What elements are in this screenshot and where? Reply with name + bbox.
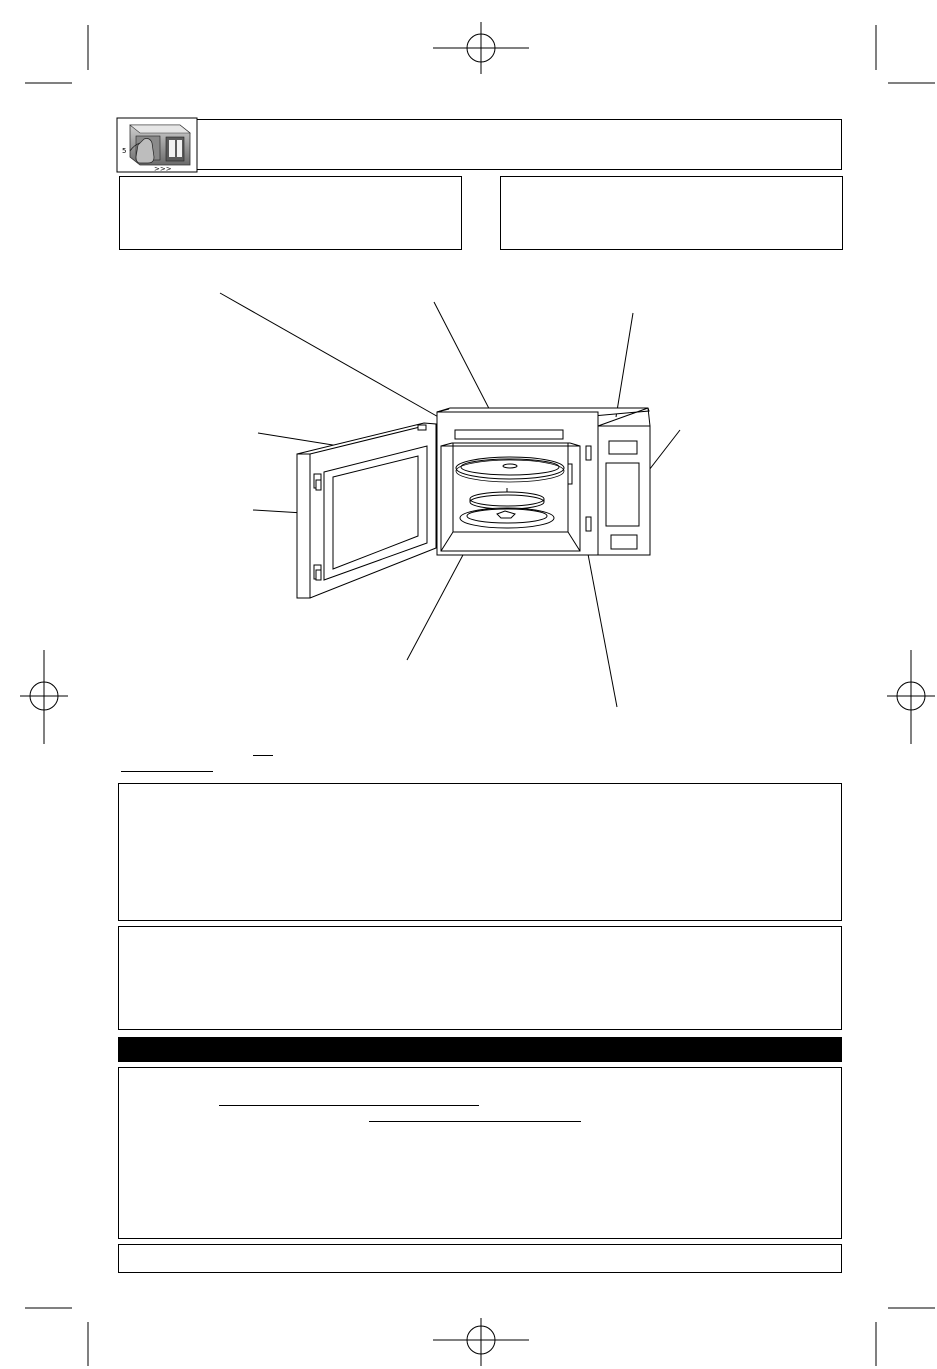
top-box-left (119, 176, 462, 250)
svg-text:>>>: >>> (154, 165, 172, 173)
bottom-box-underline-1 (219, 1105, 479, 1106)
registration-target-top (433, 22, 529, 74)
section-title-bar (118, 1037, 842, 1062)
bottom-box-underline-2 (369, 1121, 581, 1122)
note-underline-short (253, 755, 273, 756)
microwave-oven-hand-icon (116, 117, 198, 173)
registration-target-bottom (433, 1318, 529, 1366)
bottom-box (118, 1067, 842, 1239)
svg-text:5: 5 (122, 147, 127, 155)
note-underline-long (121, 771, 213, 772)
footer-box (118, 1244, 842, 1273)
registration-target-left (20, 650, 68, 744)
top-box-right (500, 176, 843, 250)
info-box-2 (118, 926, 842, 1030)
registration-target-right (887, 650, 935, 744)
info-box-1 (118, 783, 842, 921)
header-title-box (196, 119, 842, 170)
